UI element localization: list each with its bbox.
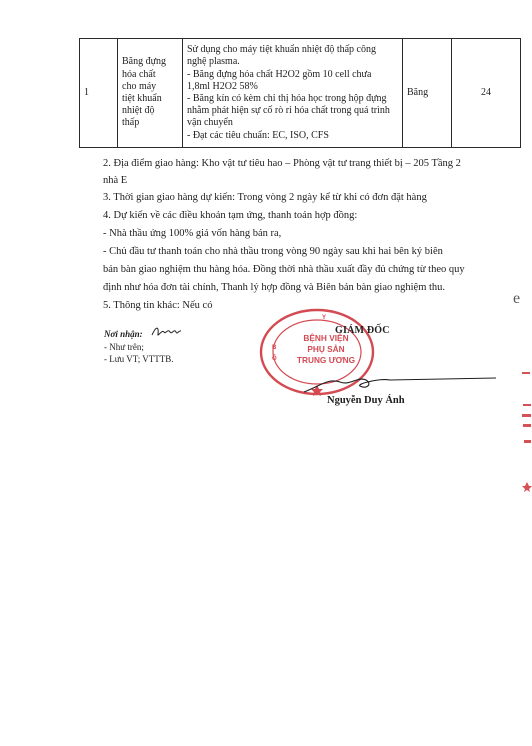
recipient-item: - Như trên;	[104, 341, 144, 352]
stamp-text: BỆNH VIỆN PHỤ SẢN TRUNG ƯƠNG	[296, 333, 356, 365]
svg-text:B: B	[272, 345, 277, 351]
other-info: 5. Thông tin khác: Nếu có	[103, 300, 213, 311]
delivery-time: 3. Thời gian giao hàng dự kiến: Trong vòng 2 ngày kể từ khi có đơn đặt hàng	[103, 192, 427, 203]
item-name: Băng đựng hóa chất cho máy tiệt khuẩn nhiệt độ thấp	[118, 39, 183, 148]
item-unit: Băng	[403, 39, 452, 148]
edge-stamp-fragment-image	[514, 372, 532, 492]
goods-table	[79, 38, 521, 148]
payment-terms-heading: 4. Dự kiến về các điều khoản tạm ứng, thanh toán hợp đồng:	[103, 210, 358, 221]
payment-clause-line3: định như hóa đơn tài chính, Thanh lý hợp đồng và Biên bản bàn giao nghiệm thu.	[103, 282, 446, 293]
edge-scan-mark: e	[513, 290, 521, 307]
payment-clause-line2: bản bàn giao nghiệm thu hàng hóa. Đồng thời nhà thầu xuất đầy đủ chứng từ theo quy	[103, 264, 465, 275]
recipient-item: - Lưu VT; VTTTB.	[104, 354, 174, 364]
item-quantity: 24	[452, 39, 521, 148]
director-signature-image	[300, 374, 500, 396]
payment-clause-line1: - Chủ đầu tư thanh toán cho nhà thầu trong vòng 90 ngày sau khi hai bên ký biên	[103, 246, 443, 257]
row-number: 1	[80, 39, 118, 148]
item-description: Sử dụng cho máy tiệt khuẩn nhiệt độ thấp công nghệ plasma. - Băng đựng hóa chất H2O2 gồm 10 cell chưa 1,8ml H2O2 58% - Băng kín có kèm chỉ thị hóa học trong hộp đựng nhằm phát hiện sự cố rò rỉ hóa chất trong quá trình vận chuyển - Đạt các tiêu chuẩn: EC, ISO, CFS	[183, 39, 403, 148]
signer-title: GIÁM ĐỐC	[335, 325, 390, 336]
recipients-title: Nơi nhận:	[104, 329, 143, 339]
svg-text:Y: Y	[322, 315, 327, 321]
table-row	[80, 39, 521, 148]
signer-name: Nguyễn Duy Ánh	[327, 395, 405, 406]
delivery-location-line1: 2. Địa điểm giao hàng: Kho vật tư tiêu hao – Phòng vật tư trang thiết bị – 205 Tầng 2	[103, 158, 461, 169]
delivery-location-line2: nhà E	[103, 175, 128, 186]
advance-payment: - Nhà thầu ứng 100% giá vốn hàng bán ra,	[103, 228, 282, 239]
svg-text:Ô: Ô	[272, 356, 277, 362]
initials-signature-image	[150, 323, 182, 341]
